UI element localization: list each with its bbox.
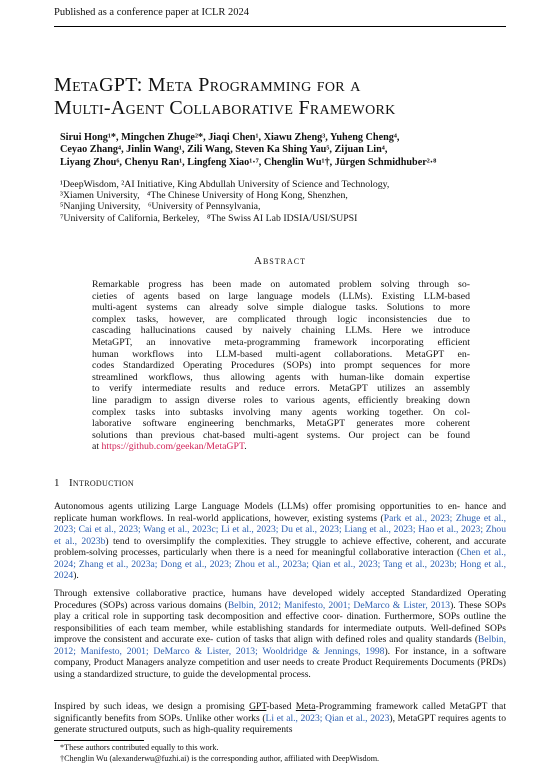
intro-paragraph-3 — [54, 701, 506, 736]
citation-link[interactable]: Liang et al., 2023; Hao et al., 2023; Zhou et al., 2023b — [54, 524, 506, 547]
citation-link[interactable]: Lister, 2013 — [403, 599, 451, 611]
text: Product Managers analyze competition and user needs to create Product Requirements Documents — [93, 657, 475, 668]
text: ). — [73, 570, 79, 581]
author-list — [60, 132, 510, 169]
affil-line-1: ¹DeepWisdom, ²AI Initiative, King Abdullah University of Science and Technology, — [60, 179, 390, 190]
abstract-line: line paradigm to assign diverse roles to various agents, efficiently breaking down — [92, 394, 470, 406]
section-title: Introduction — [68, 477, 135, 489]
citation-link[interactable]: 2023 — [370, 712, 390, 724]
text: dination. Furthermore, SOPs outline the responsibilities of each team member, while establishing — [54, 611, 506, 634]
intro-paragraph-2 — [54, 588, 506, 680]
text: standards for intermediate outputs. Well-defined SOPs improve the consistent and accurate exe- — [54, 622, 506, 645]
text: hance and replicate human workflows. In real-world applications, however, existing systems ( — [54, 501, 507, 524]
text: cution of tasks that align with defined roles and quality standards ( — [216, 634, 479, 645]
section-number: 1 — [54, 477, 60, 489]
text: MetaGPT that significantly benefits from SOPs. Unlike other works ( — [54, 701, 506, 724]
citation-link[interactable]: Li et al., 2023; Qian et al., — [265, 712, 368, 724]
abstract-line: codes Standardized Operating Procedures (SOPs) into prompt sequences for more — [92, 360, 470, 372]
text: ). These SOPs play a critical role in supporting task decomposition and effective coor- — [54, 599, 506, 622]
text: Inspired by such ideas, we design a promising — [54, 701, 250, 712]
citation-link[interactable]: et al., 2023; Zhuge et al., 2023; Cai et al., 2023; Wang et al., 2023c; Li et al., 2023; Du et al., 2023; — [54, 512, 506, 535]
abstract-link-prefix: at — [92, 441, 102, 453]
citation-link[interactable]: Belbin, 2012; Manifesto, 2001; DeMarco & — [227, 599, 401, 611]
text: struggle to achieve effective, coherent, and accurate problem-solving processes, particularly when — [54, 535, 506, 558]
title-line-2: Multi-Agent Collaborative Framework — [54, 97, 396, 119]
abstract-line: multi-agent systems can already solve simple dialogue tasks. Solutions to more — [92, 302, 470, 314]
text: ), MetaGPT requires agents to generate structured outputs, such as high-quality requirements — [54, 712, 506, 735]
citation-link[interactable]: Park — [383, 512, 402, 524]
intro-paragraph-1 — [54, 501, 506, 582]
text: -based — [266, 701, 296, 712]
footnote-equal-contribution: *These authors contributed equally to this work. — [60, 743, 219, 752]
abstract-line: human workflows into LLM-based multi-agent collaborations. MetaGPT en- — [92, 348, 470, 360]
authors-line-3: Liyang Zhou⁶, Chenyu Ran¹, Lingfeng Xiao¹·⁷, Chenglin Wu¹†, Jürgen Schmidhuber²·⁸ — [60, 156, 437, 168]
text: Autonomous agents utilizing Large Language Models (LLMs) offer promising opportunities to en- — [54, 501, 461, 512]
paper-title — [54, 74, 396, 120]
text: there is a need for meaningful collaborative interaction ( — [235, 547, 461, 558]
footnote-rule — [54, 740, 144, 741]
citation-link[interactable]: DeMarco & Lister, 2013; Wooldridge & Jennings, 1998 — [153, 645, 385, 657]
abstract-line: cascading hallucinations caused by naively chaining LLMs. Here we introduce — [92, 325, 470, 337]
text: Operating Procedures (SOPs) across various domains ( — [54, 588, 507, 611]
underlined-text: GPT — [249, 701, 267, 712]
affil-line-2: ³Xiamen University, ⁴The Chinese University of Hong Kong, Shenzhen, — [60, 190, 348, 202]
underlined-text: Meta — [295, 701, 316, 712]
abstract-link-suffix: . — [244, 441, 247, 453]
abstract-lines — [92, 279, 470, 441]
citation-link[interactable]: Belbin, 2012; Manifesto, 2001; — [54, 634, 507, 657]
abstract-line: MetaGPT, an innovative meta-programming framework incorporating efficient — [92, 336, 470, 348]
affil-line-3: ⁵Nanjing University, ⁶University of Pennsylvania, — [60, 201, 261, 213]
citation-link[interactable]: Chen et al., 2024; Zhang et al., 2023a; Dong — [54, 547, 506, 570]
text: (PRDs) using a standardized structure, to guide the developmental process. — [54, 657, 506, 680]
abstract-line: streamlined workflows, thus allowing agents with human-like domain expertise — [92, 371, 470, 383]
section-heading — [54, 477, 134, 489]
text: -Programming framework called — [315, 701, 446, 712]
text: ). For instance, in a software company, — [54, 645, 506, 668]
abstract-body — [92, 279, 470, 453]
abstract-line: laborative software engineering benchmarks, MetaGPT generates more coherent — [92, 418, 470, 430]
abstract-line: to verify intermediate results and reduce errors. MetaGPT utilizes an assembly — [92, 383, 470, 395]
abstract-heading: Abstract — [254, 255, 306, 267]
text: Through extensive collaborative practice, humans have developed widely accepted Standardized — [54, 588, 462, 599]
abstract-last-line — [92, 441, 470, 453]
text: ) tend to oversimplify the complexities. They — [105, 535, 291, 547]
header-rule — [54, 26, 506, 27]
abstract-line: complex tasks, however, are complicated through logic inconsistencies due to — [92, 313, 470, 325]
abstract-line: Remarkable progress has been made on automated problem solving through so- — [92, 279, 470, 290]
authors-line-2: Ceyao Zhang⁴, Jinlin Wang¹, Zili Wang, Steven Ka Shing Yau⁵, Zijuan Lin⁴, — [60, 144, 388, 156]
venue-header: Published as a conference paper at ICLR 2024 — [54, 7, 250, 18]
citation-link[interactable]: et al., 2023; Zhou et al., 2023a; Qian et al., 2023; Tang et al., 2023b; Hong et al., 2024 — [54, 558, 506, 581]
affiliations — [60, 179, 510, 224]
abstract-line: cieties of agents based on large language models (LLMs). Existing LLM-based — [92, 290, 470, 302]
title-line-1: MetaGPT: Meta Programming for a — [54, 74, 361, 96]
authors-line-1: Sirui Hong¹*, Mingchen Zhuge²*, Jiaqi Chen¹, Xiawu Zheng³, Yuheng Cheng⁴, — [60, 132, 400, 143]
abstract-line: complex tasks into subtasks involving many agents working together. On col- — [92, 406, 470, 418]
project-link[interactable]: https://github.com/geekan/MetaGPT — [101, 441, 245, 453]
footnote-corresponding-author: †Chenglin Wu (alexanderwu@fuzhi.ai) is the corresponding author, affiliated with DeepWisdom. — [60, 754, 380, 763]
affil-line-4: ⁷University of California, Berkeley, ⁸The Swiss AI Lab IDSIA/USI/SUPSI — [60, 212, 358, 224]
abstract-line: solutions than previous chat-based multi-agent systems. Our project can be found — [92, 429, 470, 441]
